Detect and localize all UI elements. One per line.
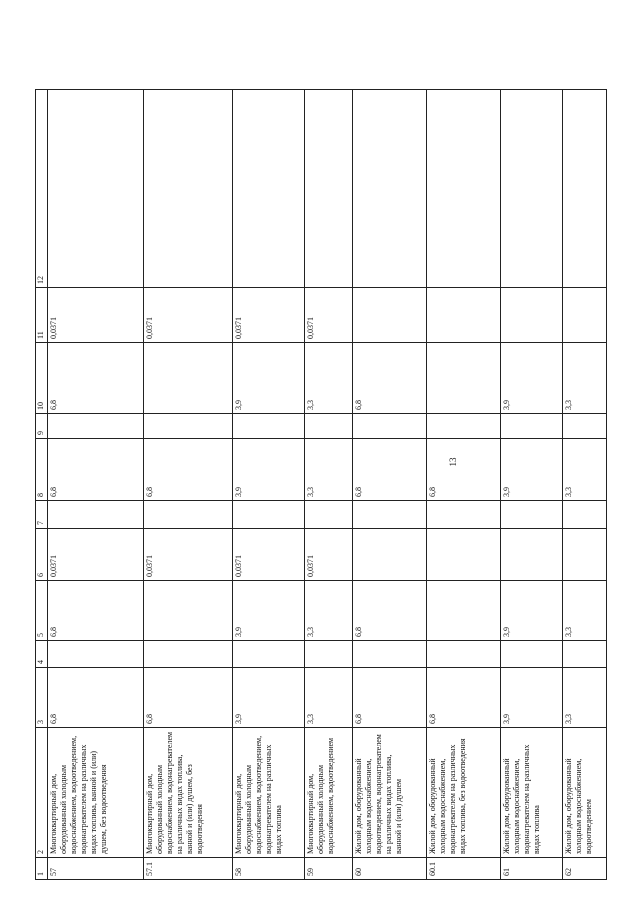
value-cell	[233, 90, 305, 288]
value-cell: 3,3	[563, 581, 607, 641]
value-cell: 3,3	[563, 439, 607, 501]
row-number: 58	[233, 858, 305, 880]
table-row	[48, 90, 144, 880]
value-cell: 0,0371	[305, 288, 353, 343]
col-header: 5	[36, 581, 48, 641]
value-cell	[427, 529, 501, 581]
row-number: 60.1	[427, 858, 501, 880]
value-cell: 6,8	[48, 439, 144, 501]
value-cell: 3,3	[305, 439, 353, 501]
rotated-table-container	[35, 90, 593, 880]
value-cell	[353, 529, 427, 581]
value-cell	[501, 288, 563, 343]
table-row	[501, 90, 563, 880]
value-cell: 3,9	[501, 668, 563, 728]
table-row	[305, 90, 353, 880]
value-cell	[233, 641, 305, 668]
col-header: 9	[36, 414, 48, 439]
value-cell: 0,0371	[233, 288, 305, 343]
col-header: 1	[36, 858, 48, 880]
description-cell: Жилой дом, оборудованный холодным водоснабжением, водонагревателем на различных видах топлива, без водоотведения	[427, 728, 501, 858]
value-cell: 3,9	[501, 581, 563, 641]
description-cell: Многоквартирный дом, оборудованный холодным водоснабжением, водонагревателем на различных видах топлива, ванной и (или) душем, без водоотведения	[144, 728, 233, 858]
value-cell	[305, 90, 353, 288]
value-cell: 3,9	[233, 439, 305, 501]
value-cell: 3,3	[305, 343, 353, 414]
value-cell: 3,9	[233, 343, 305, 414]
description-cell: Многоквартирный дом, оборудованный холодным водоснабжением, водоотведением	[305, 728, 353, 858]
value-cell	[563, 414, 607, 439]
value-cell	[427, 343, 501, 414]
value-cell: 6,8	[353, 439, 427, 501]
value-cell: 3,9	[501, 439, 563, 501]
norms-table	[35, 89, 607, 880]
page-number: 13	[448, 457, 458, 467]
value-cell	[48, 501, 144, 529]
value-cell	[501, 641, 563, 668]
value-cell: 3,9	[501, 343, 563, 414]
value-cell: 0,0371	[144, 288, 233, 343]
col-header: 12	[36, 90, 48, 288]
value-cell: 6,8	[427, 668, 501, 728]
value-cell: 0,0371	[48, 288, 144, 343]
value-cell: 0,0371	[233, 529, 305, 581]
value-cell	[233, 414, 305, 439]
value-cell	[563, 529, 607, 581]
value-cell: 3,3	[563, 668, 607, 728]
col-header: 10	[36, 343, 48, 414]
value-cell	[144, 501, 233, 529]
value-cell	[48, 414, 144, 439]
value-cell: 6,8	[353, 668, 427, 728]
value-cell	[144, 581, 233, 641]
row-number: 60	[353, 858, 427, 880]
value-cell	[353, 90, 427, 288]
value-cell	[427, 501, 501, 529]
value-cell: 6,8	[144, 439, 233, 501]
table-row	[563, 90, 607, 880]
value-cell	[427, 414, 501, 439]
col-header: 3	[36, 668, 48, 728]
value-cell: 3,9	[233, 668, 305, 728]
value-cell: 6,8	[48, 343, 144, 414]
description-cell: Многоквартирный дом, оборудованный холодным водоснабжением, водоотведением, водонагревателем на различных видах топлива, ванной и (или) душем, без водоотведения	[48, 728, 144, 858]
value-cell: 3,3	[305, 668, 353, 728]
value-cell	[305, 414, 353, 439]
header-row	[36, 90, 48, 880]
value-cell	[501, 90, 563, 288]
value-cell	[427, 90, 501, 288]
description-cell: Жилой дом, оборудованный холодным водоснабжением, водоотведением, водонагревателем на различных видах топлива, ванной и (или) душем	[353, 728, 427, 858]
value-cell	[563, 641, 607, 668]
value-cell	[305, 641, 353, 668]
value-cell	[353, 288, 427, 343]
value-cell	[563, 288, 607, 343]
value-cell	[233, 501, 305, 529]
value-cell	[144, 641, 233, 668]
col-header: 8	[36, 439, 48, 501]
description-cell: Жилой дом, оборудованный холодным водоснабжением, водоотведением	[563, 728, 607, 858]
value-cell	[427, 288, 501, 343]
description-cell: Жилой дом, оборудованный холодным водоснабжением, водонагревателем на различных видах топлива	[501, 728, 563, 858]
col-header: 7	[36, 501, 48, 529]
value-cell: 3,3	[305, 581, 353, 641]
value-cell	[563, 501, 607, 529]
value-cell: 3,3	[563, 343, 607, 414]
value-cell: 0,0371	[305, 529, 353, 581]
row-number: 57.1	[144, 858, 233, 880]
value-cell: 6,8	[144, 668, 233, 728]
value-cell: 0,0371	[48, 529, 144, 581]
col-header: 6	[36, 529, 48, 581]
value-cell	[144, 343, 233, 414]
table-row	[427, 90, 501, 880]
value-cell	[48, 90, 144, 288]
col-header: 4	[36, 641, 48, 668]
value-cell	[501, 529, 563, 581]
value-cell: 6,8	[427, 439, 501, 501]
row-number: 61	[501, 858, 563, 880]
value-cell: 6,8	[48, 581, 144, 641]
value-cell	[353, 501, 427, 529]
value-cell: 6,8	[48, 668, 144, 728]
value-cell	[563, 90, 607, 288]
value-cell	[427, 581, 501, 641]
table-row	[144, 90, 233, 880]
description-cell: Многоквартирный дом, оборудованный холодным водоснабжением, водоотведением, водонагревателем на различных видах топлива	[233, 728, 305, 858]
col-header: 11	[36, 288, 48, 343]
value-cell	[501, 414, 563, 439]
value-cell	[353, 641, 427, 668]
value-cell	[305, 501, 353, 529]
value-cell	[48, 641, 144, 668]
row-number: 62	[563, 858, 607, 880]
value-cell	[353, 414, 427, 439]
value-cell	[144, 90, 233, 288]
col-header: 2	[36, 728, 48, 858]
value-cell	[501, 501, 563, 529]
value-cell	[427, 641, 501, 668]
value-cell: 0,0371	[144, 529, 233, 581]
table-row	[233, 90, 305, 880]
value-cell	[144, 414, 233, 439]
table-row	[353, 90, 427, 880]
value-cell: 3,9	[233, 581, 305, 641]
value-cell: 6,8	[353, 343, 427, 414]
row-number: 57	[48, 858, 144, 880]
value-cell: 6,8	[353, 581, 427, 641]
row-number: 59	[305, 858, 353, 880]
